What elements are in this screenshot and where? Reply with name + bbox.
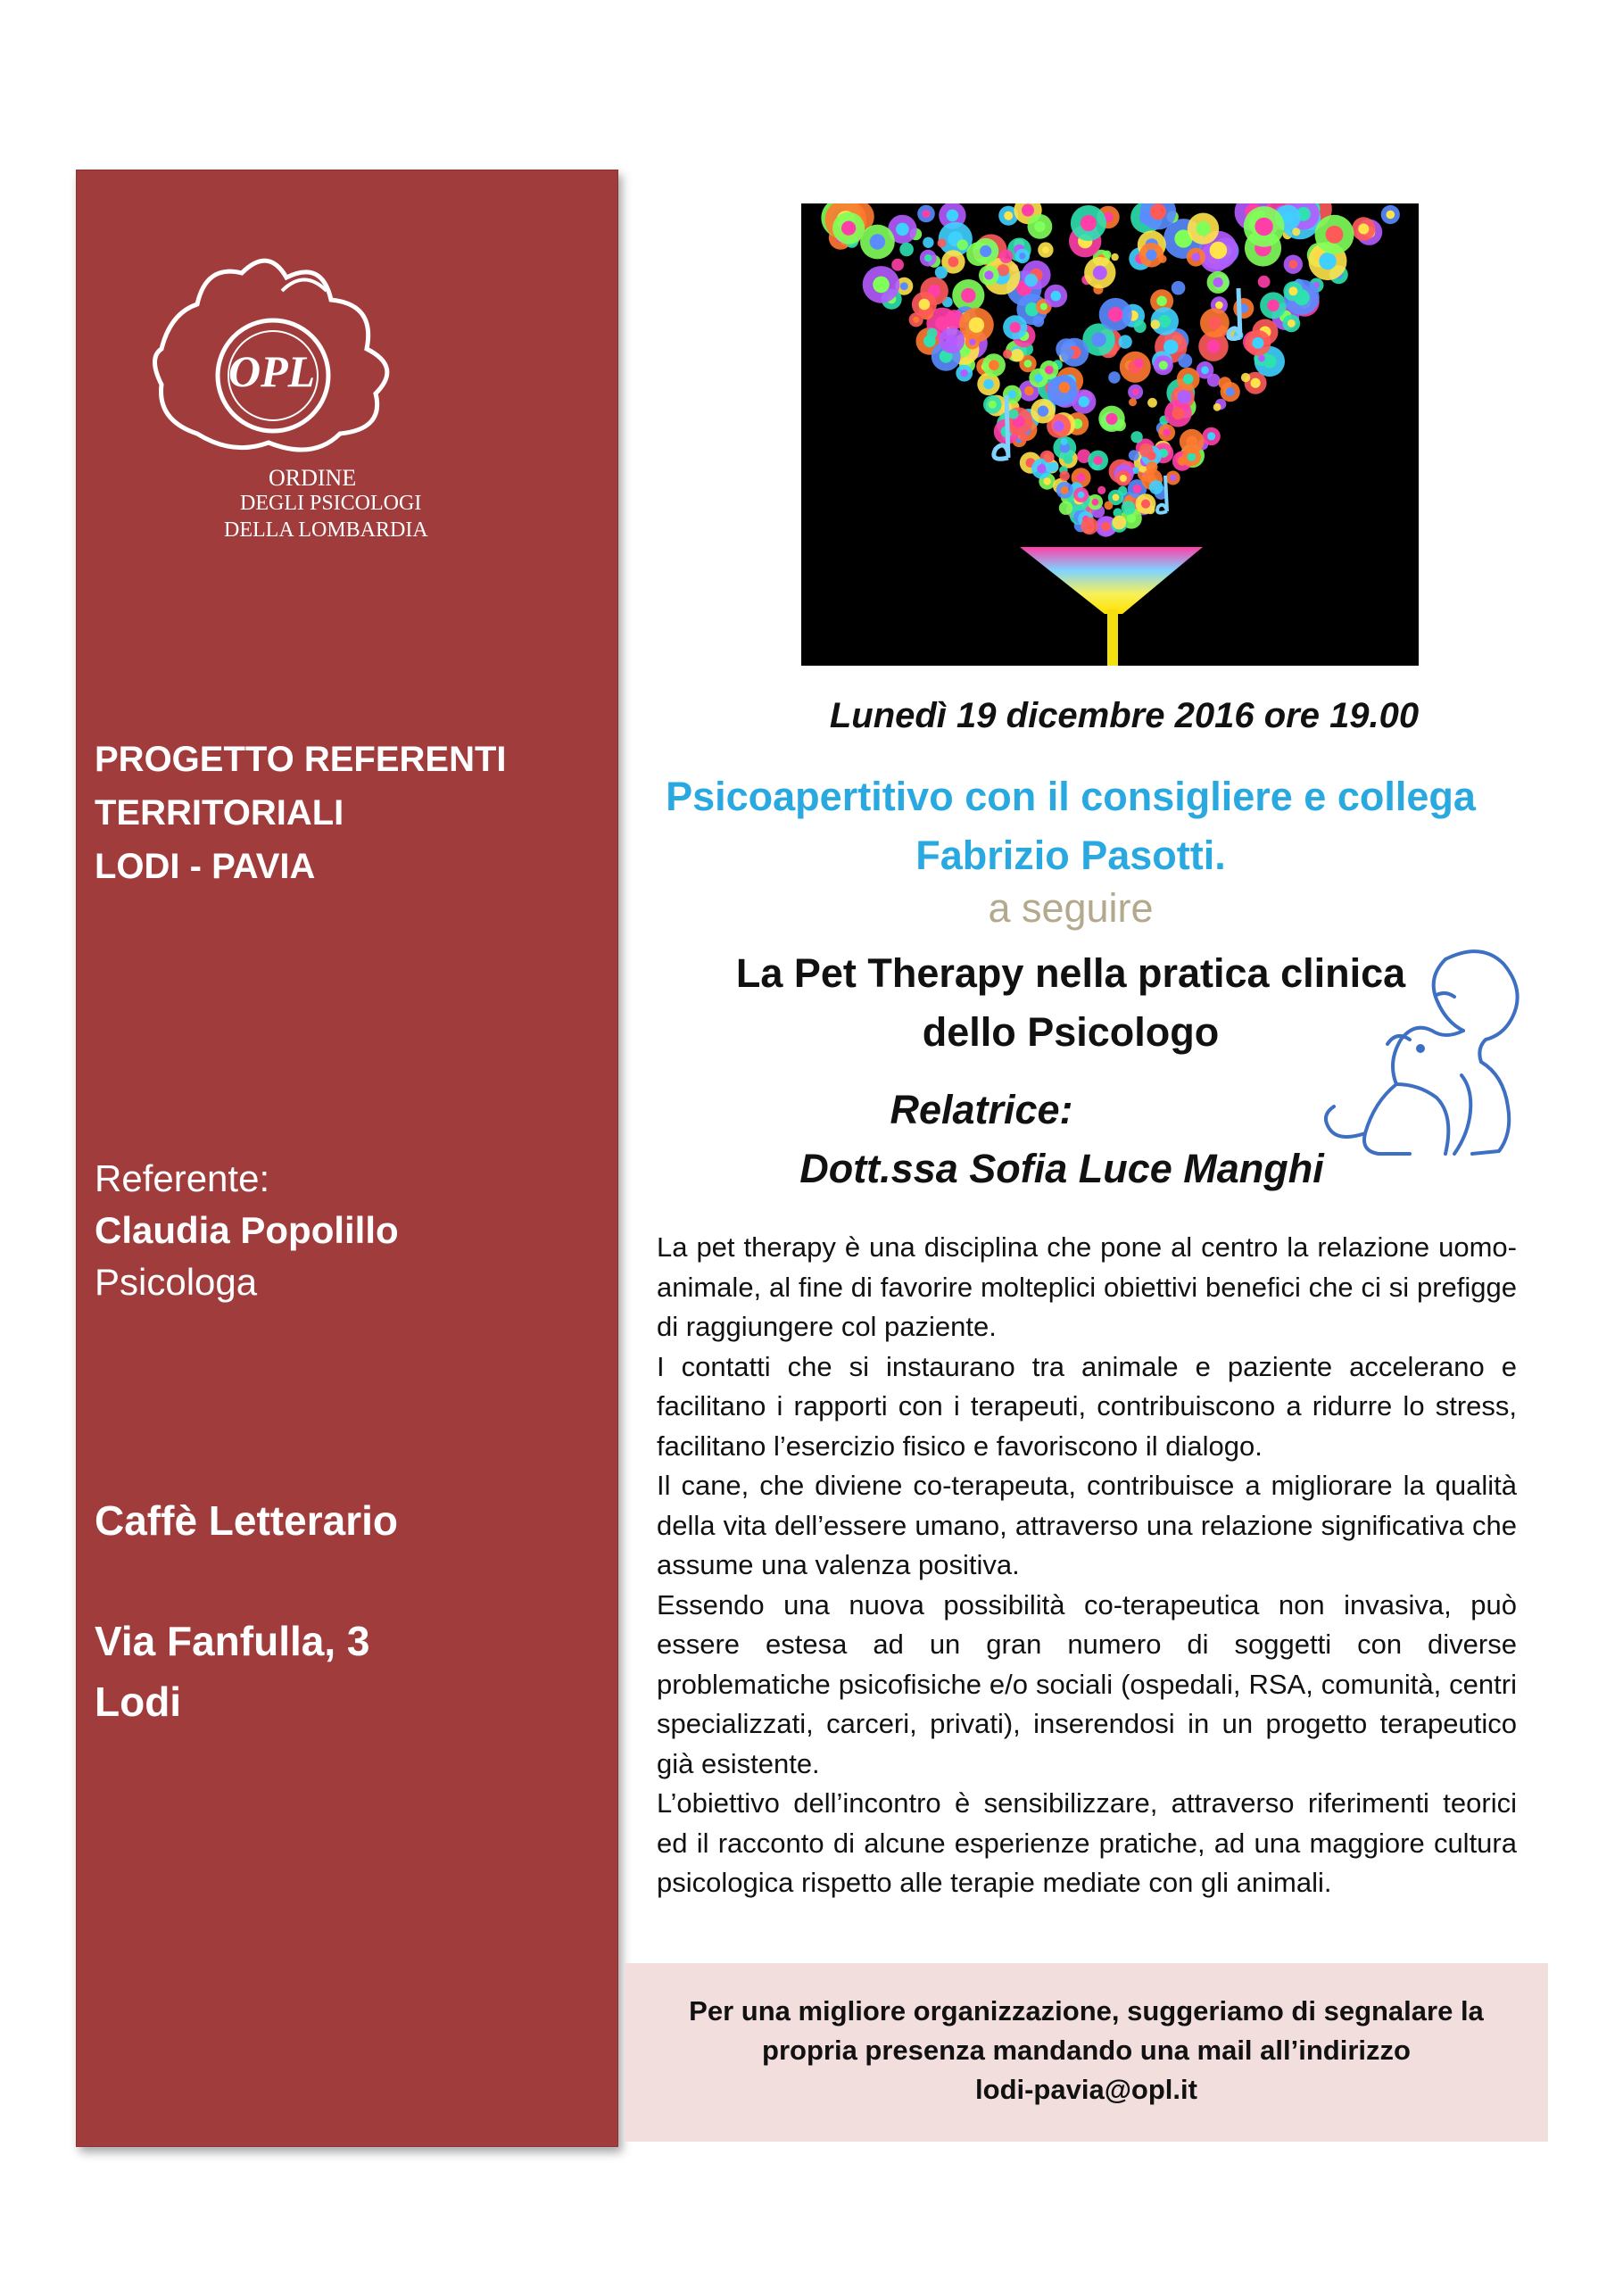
project-line-3: LODI - PAVIA [95,847,316,886]
logo-monogram: OPL [228,346,316,396]
speaker-label: Relatrice: [890,1087,1073,1132]
talk-title-line-2: dello Psicologo [922,1009,1220,1055]
description-paragraph-1: La pet therapy è una disciplina che pone al centro la relazione uomo-animale, al fine di favorire molteplici obiettivi benefici che ci si prefigge di raggiungere col paziente. [657,1231,1517,1342]
cocktail-glass-icon [801,203,1419,666]
project-line-1: PROGETTO REFERENTI [95,740,507,779]
aperitivo-line-1: Psicoapertitivo con il consigliere e collega [666,774,1476,819]
sidebar [76,170,618,2147]
description-paragraph-4: Essendo una nuova possibilità co-terapeutica non invasiva, può essere estesa ad un gran numero di soggetti con diverse problematiche psicofisiche e/o sociali (ospedali, RSA, comunità, centri specializzati, carceri, privati), inserendosi in un progetto terapeutico già esistente. [657,1588,1517,1779]
address-city: Lodi [95,1678,182,1725]
referent-name: Claudia Popolillo [95,1209,399,1251]
referent-role: Psicologa [95,1261,258,1303]
logo-line-2: DEGLI PSICOLOGI [240,492,422,515]
logo-line-3: DELLA LOMBARDIA [224,518,428,542]
description-paragraph-3: Il cane, che diviene co-terapeuta, contribuisce a migliorare la qualità della vita dell’essere umano, attraverso una relazione significativa che assume una valenza positiva. [657,1470,1517,1580]
child-and-dog-icon [1312,941,1544,1165]
project-line-2: TERRITORIALI [95,793,344,833]
notice-line-1: Per una migliore organizzazione, suggeriamo di segnalare la [689,1995,1484,2027]
address-street: Via Fanfulla, 3 [95,1618,370,1664]
project-heading [95,733,507,893]
notice-email[interactable]: lodi-pavia@opl.it [975,2074,1197,2105]
logo-line-1: ORDINE [269,465,357,491]
registration-notice [625,1963,1548,2142]
event-description [657,1228,1517,1903]
description-paragraph-2: I contatti che si instaurano tra animale e paziente accelerano e facilitano i rapporti con i terapeuti, contribuiscono a ridurre lo stress, facilitano l’esercizio fisico e favoriscono il dialogo. [657,1350,1517,1462]
cocktail-bubbles-image [801,203,1419,666]
opl-logo [135,251,429,572]
referent-label: Referente: [95,1157,270,1199]
notice-line-2: propria presenza mandando una mail all’indirizzo [762,2035,1411,2066]
talk-title-line-1: La Pet Therapy nella pratica clinica [735,950,1406,996]
follow-label: a seguire [988,885,1154,931]
event-date: Lunedì 19 dicembre 2016 ore 19.00 [829,696,1420,735]
venue-address [95,1611,369,1732]
aperitivo-line-2: Fabrizio Pasotti. [915,833,1226,878]
speaker-name: Dott.ssa Sofia Luce Manghi [799,1146,1324,1191]
aperitivo-title [625,767,1517,885]
venue-name: Caffè Letterario [95,1497,398,1544]
description-paragraph-5: L’obiettivo dell’incontro è sensibilizzare, attraverso riferimenti teorici ed il racconto di alcune esperienze pratiche, ad una maggiore cultura psicologica rispetto alle terapie mediate con gli animali. [657,1787,1517,1898]
